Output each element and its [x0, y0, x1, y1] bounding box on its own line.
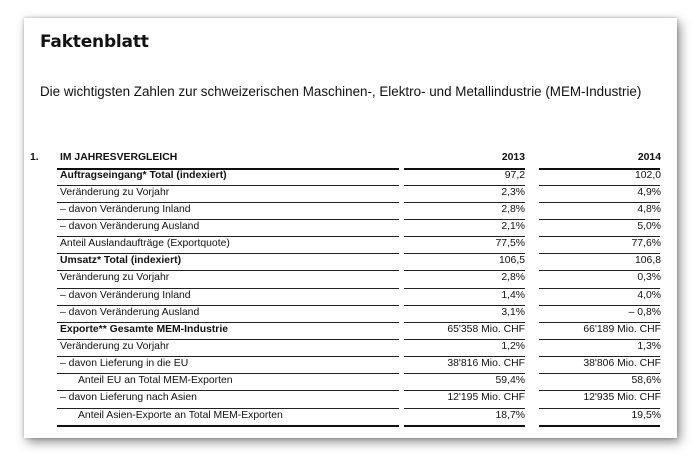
- row-label: Anteil EU an Total MEM-Exporten: [78, 375, 233, 387]
- row-label: Exporte** Gesamte MEM-Industrie: [60, 323, 229, 335]
- value-2013: 38'816 Mio. CHF: [447, 358, 525, 370]
- fact-sheet-page: [24, 18, 677, 438]
- value-2013: 12'195 Mio. CHF: [447, 392, 525, 404]
- page-title: Faktenblatt: [40, 32, 149, 52]
- value-2014: 5,0%: [637, 220, 661, 232]
- table-row: [24, 202, 677, 219]
- row-label: Umsatz* Total (indexiert): [60, 255, 182, 267]
- value-2013: 59,4%: [495, 375, 525, 387]
- value-2013: 2,8%: [501, 272, 525, 284]
- value-2014: 12'935 Mio. CHF: [583, 392, 661, 404]
- table-row: [24, 270, 677, 287]
- row-rule: [57, 425, 399, 427]
- value-2014: – 0,8%: [628, 306, 661, 318]
- value-2014: 0,3%: [637, 272, 661, 284]
- column-header-2013: 2013: [501, 152, 525, 163]
- page-subtitle: Die wichtigsten Zahlen zur schweizerischen Maschinen-, Elektro- und Metallindustrie (MEM-Industrie): [40, 84, 642, 99]
- row-label: Veränderung zu Vorjahr: [60, 272, 170, 284]
- value-2013: 1,4%: [501, 289, 525, 301]
- row-label: Anteil Asien-Exporte an Total MEM-Exporten: [78, 409, 283, 421]
- row-label: – davon Veränderung Ausland: [60, 306, 200, 318]
- row-label: Veränderung zu Vorjahr: [60, 341, 170, 352]
- value-2014: 106,8: [634, 255, 661, 267]
- table-row: [24, 288, 677, 305]
- table-row: [24, 356, 677, 373]
- value-2013: 2,8%: [501, 203, 525, 215]
- value-2014: 58,6%: [631, 375, 661, 387]
- value-2014: 4,0%: [637, 289, 661, 301]
- table-row: [24, 236, 677, 253]
- row-label: – davon Veränderung Inland: [60, 289, 191, 301]
- value-2014: 4,8%: [637, 203, 661, 215]
- table-row: [24, 408, 677, 425]
- value-2013: 18,7%: [495, 409, 525, 421]
- value-2013: 77,5%: [495, 238, 525, 250]
- table-row: [24, 168, 677, 185]
- value-2014: 66'189 Mio. CHF: [583, 323, 661, 335]
- table-row: [24, 339, 677, 356]
- value-2013: 2,1%: [501, 220, 525, 232]
- value-2014: 19,5%: [631, 409, 661, 421]
- value-2014: 38'806 Mio. CHF: [583, 358, 661, 370]
- value-2013: 3,1%: [501, 306, 525, 318]
- row-label: – davon Veränderung Inland: [60, 203, 191, 215]
- table-row: [24, 185, 677, 202]
- table-row: [24, 253, 677, 270]
- row-label: Auftragseingang* Total (indexiert): [60, 169, 227, 181]
- value-2013: 2,3%: [501, 186, 525, 198]
- table-row: [24, 373, 677, 390]
- row-label: – davon Lieferung in die EU: [60, 358, 189, 370]
- value-2013: 65'358 Mio. CHF: [447, 323, 525, 335]
- table-row: [24, 322, 677, 339]
- row-rule: [404, 425, 525, 427]
- value-2014: 77,6%: [631, 238, 661, 250]
- value-2013: 106,5: [498, 255, 525, 267]
- section-number: 1.: [30, 152, 39, 163]
- table-row: [24, 390, 677, 407]
- value-2014: 102,0: [634, 169, 661, 181]
- column-header-2014: 2014: [637, 152, 661, 163]
- row-rule: [539, 425, 660, 427]
- row-label: – davon Veränderung Ausland: [60, 220, 200, 232]
- row-label: – davon Lieferung nach Asien: [60, 392, 197, 404]
- value-2014: 4,9%: [637, 186, 661, 198]
- value-2013: 1,2%: [501, 341, 525, 352]
- table-row: [24, 219, 677, 236]
- row-label: Veränderung zu Vorjahr: [60, 186, 170, 198]
- section-heading: IM JAHRESVERGLEICH: [60, 152, 178, 163]
- table-row: [24, 305, 677, 322]
- row-label: Anteil Auslandaufträge (Exportquote): [60, 238, 230, 250]
- table-header-row: [24, 150, 677, 167]
- value-2014: 1,3%: [637, 341, 661, 352]
- value-2013: 97,2: [504, 169, 525, 181]
